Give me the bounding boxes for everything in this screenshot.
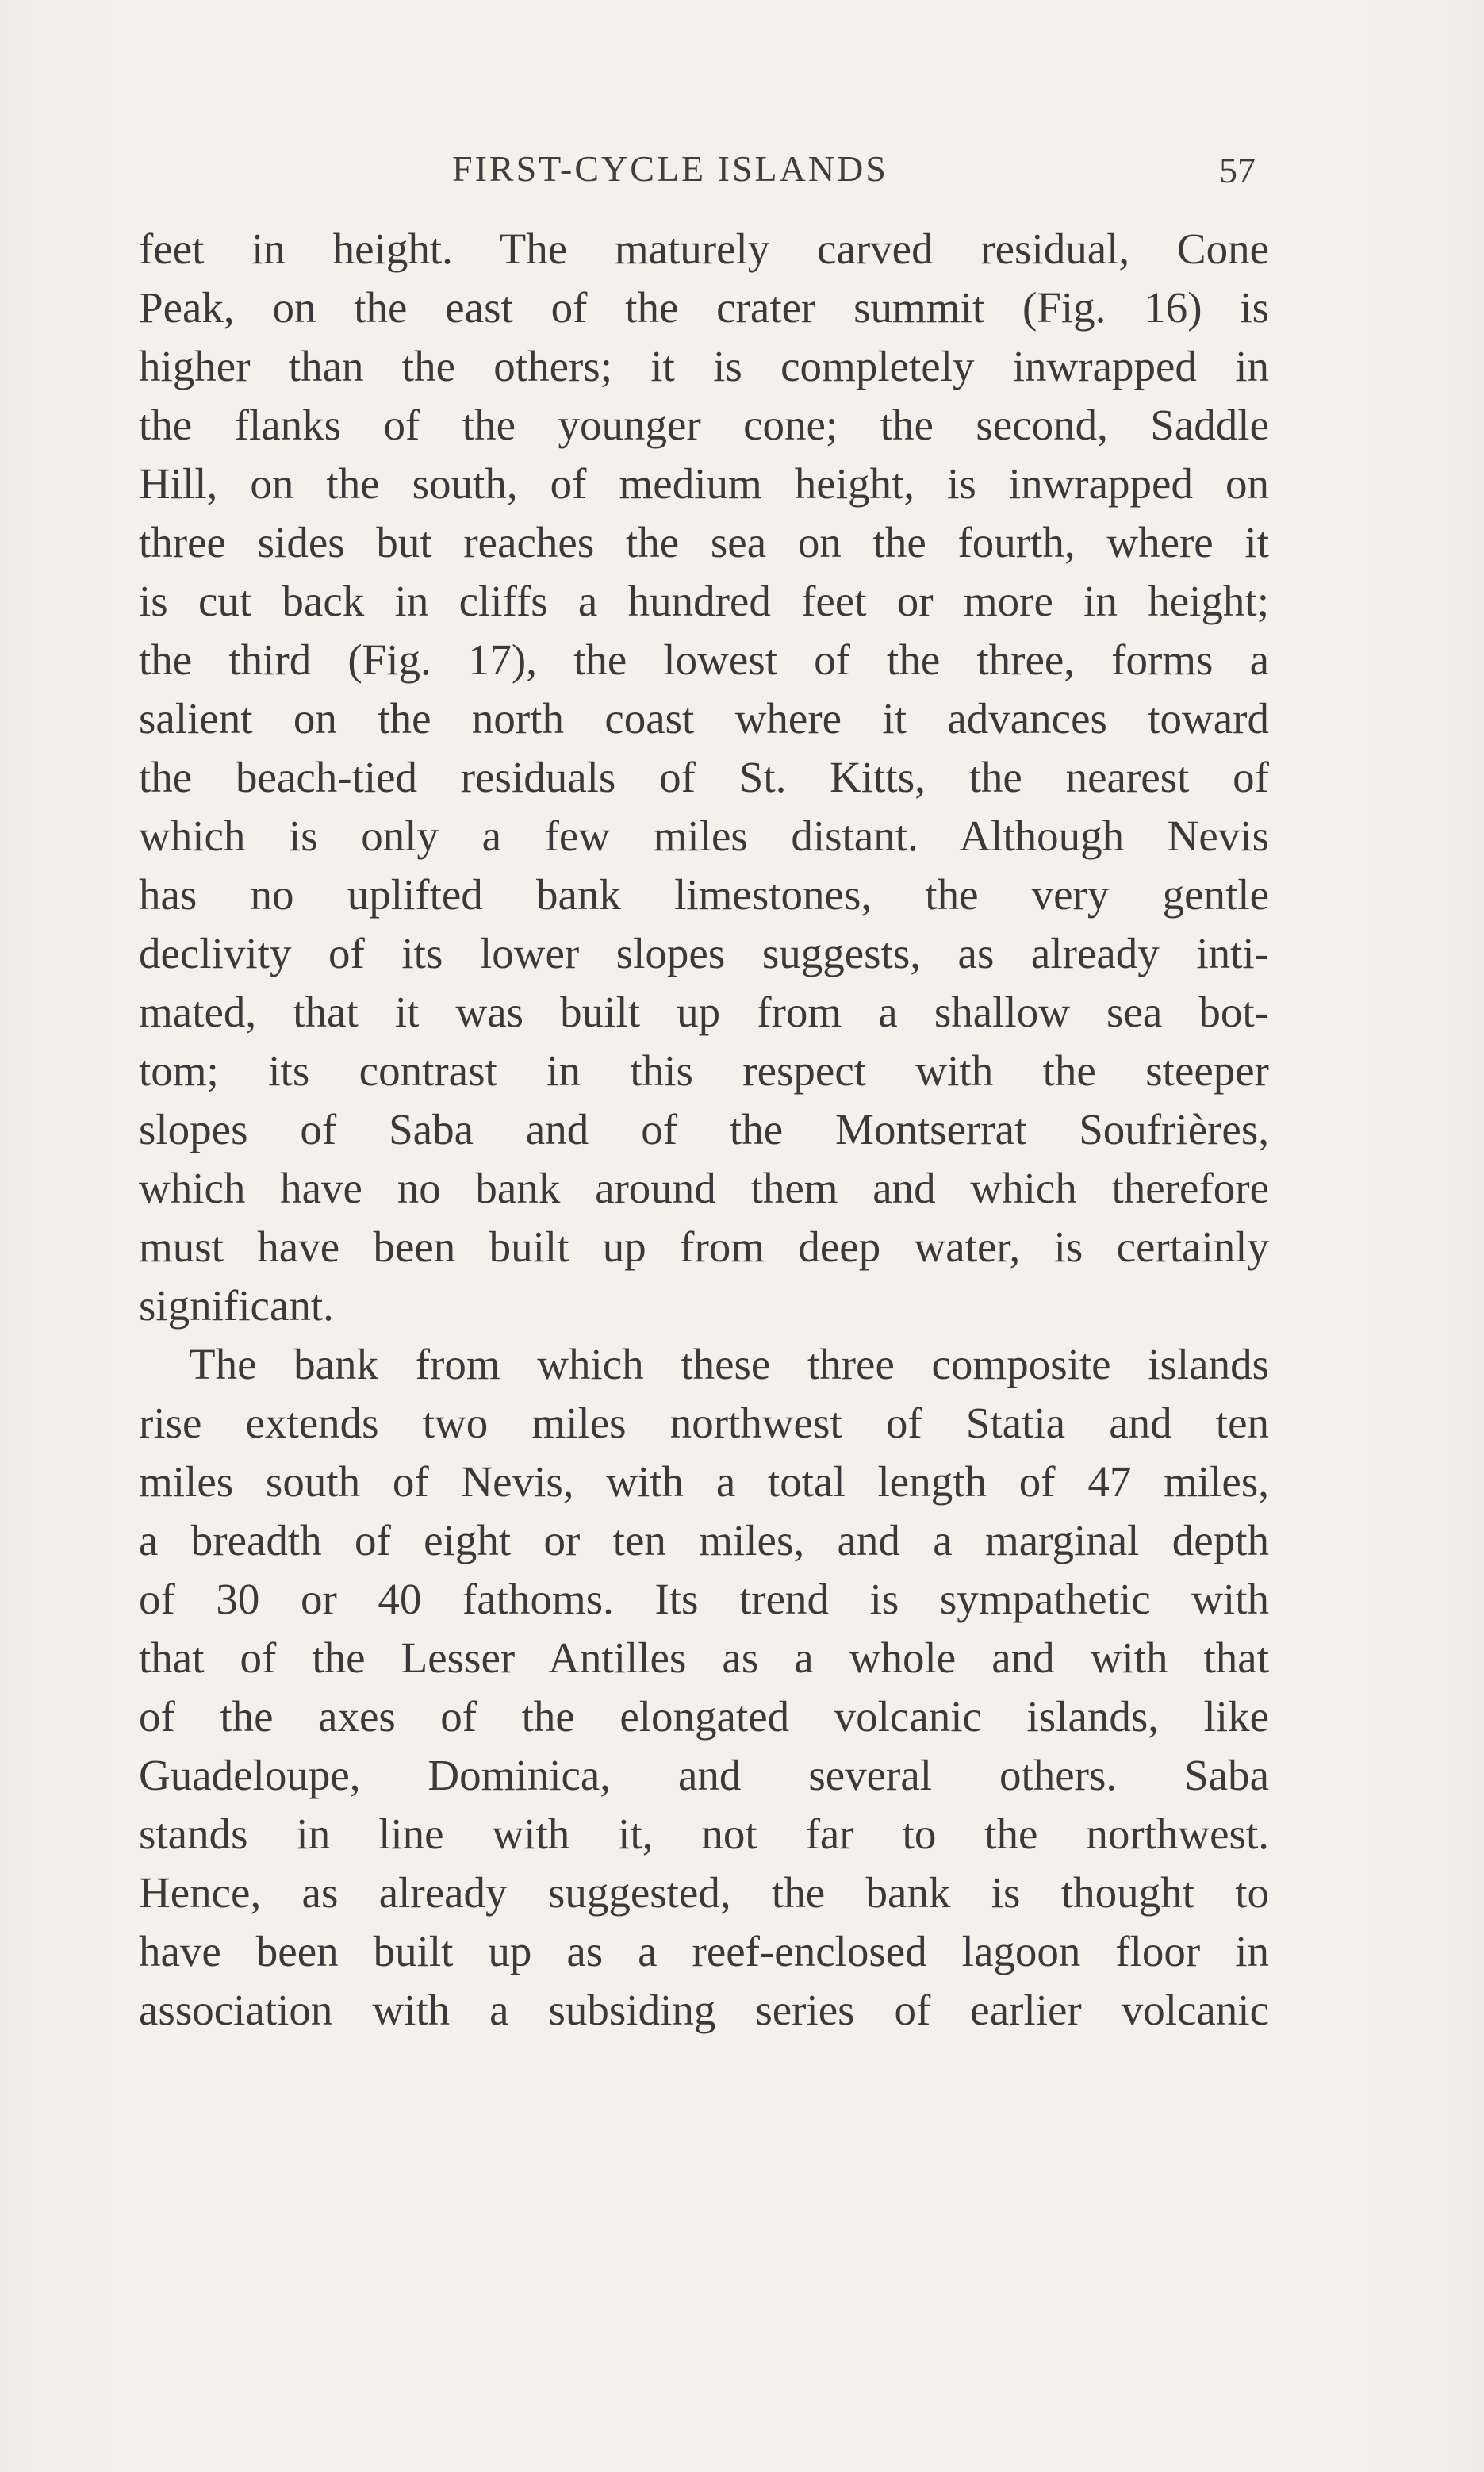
text-line: miles south of Nevis, with a total length of 47 miles,	[139, 1457, 1269, 1506]
text-line: the third (Fig. 17), the lowest of the three, forms a	[139, 635, 1269, 684]
text-line: mated, that it was built up from a shallow sea bot-	[139, 988, 1269, 1036]
text-line: three sides but reaches the sea on the fourth, where it	[139, 518, 1269, 566]
text-line: which is only a few miles distant. Although Nevis	[139, 812, 1269, 860]
text-line: the flanks of the younger cone; the second, Saddle	[139, 401, 1269, 449]
text-line: significant.	[139, 1281, 334, 1330]
text-line: has no uplifted bank limestones, the very gentle	[139, 870, 1269, 919]
text-line: declivity of its lower slopes suggests, as already inti-	[139, 929, 1269, 977]
text-line: is cut back in cliffs a hundred feet or more in height;	[139, 577, 1269, 625]
text-block	[139, 220, 1269, 2040]
running-head	[0, 148, 1484, 195]
text-line: tom; its contrast in this respect with the steeper	[139, 1046, 1269, 1095]
text-line: Peak, on the east of the crater summit (Fig. 16) is	[139, 283, 1269, 332]
page-number: 57	[1219, 150, 1256, 190]
text-line: The bank from which these three composite islands	[189, 1340, 1269, 1388]
paragraph-1	[139, 220, 1269, 1335]
text-line: higher than the others; it is completely inwrapped in	[139, 342, 1269, 390]
text-line: the beach-tied residuals of St. Kitts, the nearest of	[139, 753, 1269, 801]
text-line: Hence, as already suggested, the bank is thought to	[139, 1868, 1269, 1917]
text-line: association with a subsiding series of earlier volcanic	[139, 1986, 1269, 2034]
text-line: that of the Lesser Antilles as a whole and with that	[139, 1633, 1269, 1682]
text-line: have been built up as a reef-enclosed lagoon floor in	[139, 1927, 1269, 1975]
text-line: stands in line with it, not far to the northwest.	[139, 1810, 1269, 1858]
text-line: a breadth of eight or ten miles, and a marginal depth	[139, 1516, 1269, 1564]
text-line: rise extends two miles northwest of Statia and ten	[139, 1399, 1269, 1447]
running-title: FIRST-CYCLE ISLANDS	[452, 148, 888, 189]
text-line: Hill, on the south, of medium height, is inwrapped on	[139, 459, 1269, 508]
text-line: of 30 or 40 fathoms. Its trend is sympathetic with	[139, 1575, 1269, 1623]
text-line: must have been built up from deep water, is certainly	[139, 1223, 1269, 1271]
paragraph-2	[139, 1335, 1269, 2040]
text-line: feet in height. The maturely carved residual, Cone	[139, 225, 1269, 273]
text-line: of the axes of the elongated volcanic islands, like	[139, 1692, 1269, 1741]
text-line: which have no bank around them and which therefore	[139, 1164, 1269, 1212]
text-line: salient on the north coast where it advances toward	[139, 694, 1269, 743]
text-line: slopes of Saba and of the Montserrat Soufrières,	[139, 1105, 1269, 1153]
text-line: Guadeloupe, Dominica, and several others. Saba	[139, 1751, 1269, 1799]
